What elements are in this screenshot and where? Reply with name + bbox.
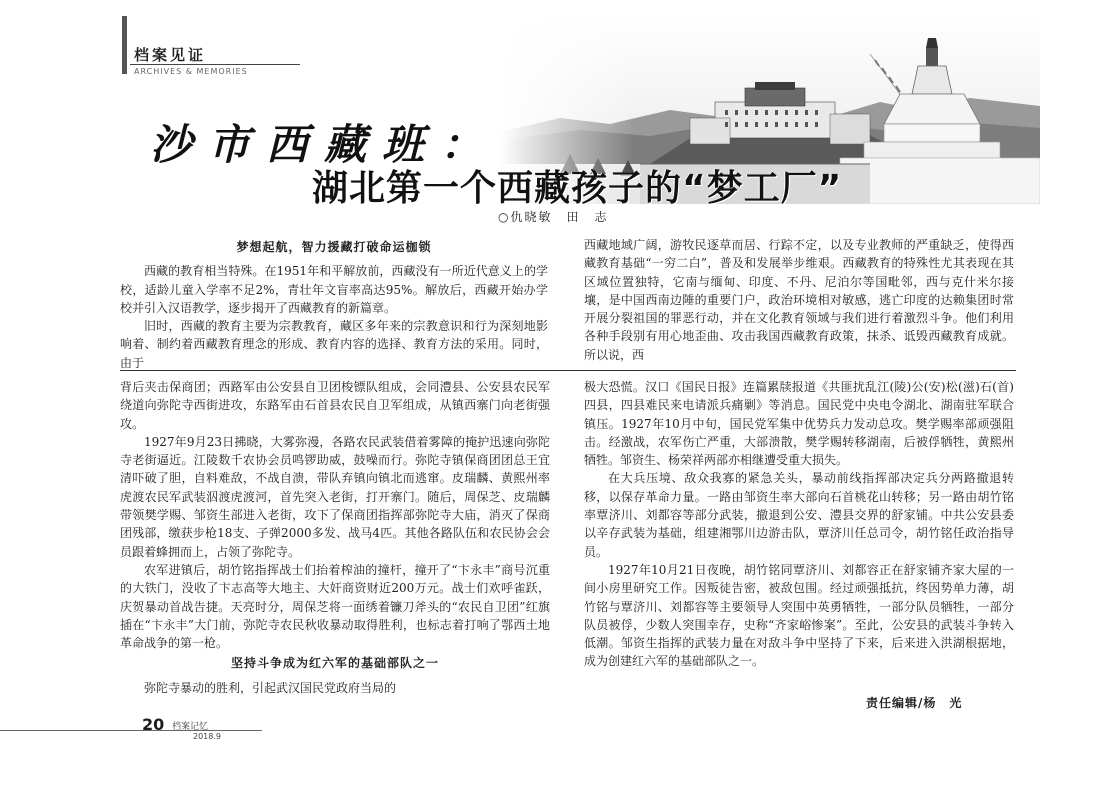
paragraph: 西藏的教育相当特殊。在1951年和平解放前，西藏没有一所近代意义上的学校，适龄儿童入学率不足2%，青壮年文盲率高达95%。解放后，西藏开始办学校并引入汉语教学，逐步揭开了西藏教育的新篇章。 [120,264,548,315]
section-accent-bar [122,16,127,74]
paragraph: 弥陀寺暴动的胜利，引起武汉国民党政府当局的 [144,680,397,695]
text-column-top-right [584,236,1014,364]
section-heading: 梦想起航，智力援藏打破命运枷锁 [236,240,432,254]
text-column-top-left [120,236,548,372]
section-rule [130,64,300,65]
paragraph: 旧时，西藏的教育主要为宗教教育，藏区多年来的宗教意识和行为深刻地影响着、制约着西藏教育理念的形成、教育内容的选择、教育方法的采用。同时，由于 [120,319,548,370]
paragraph: 背后夹击保商团；西路军由公安县自卫团梭镖队组成，会同澧县、公安县农民军绕道向弥陀寺西街进攻，东路军由石首县农民自卫军组成，从镇西寨门向老街强攻。 [120,380,550,431]
section-title: 档案见证 [134,46,207,64]
paragraph: 西藏地域广阔，游牧民逐草而居、行踪不定，以及专业教师的严重缺乏，使得西藏教育基础“一穷二白”，普及和发展举步维艰。西藏教育的特殊性尤其表现在其区域位置独特，它南与缅甸、印度、不丹、尼泊尔等国毗邻，西与克什米尔接壤，是中国西南边陲的重要门户，政治环境相对敏感，逃亡印度的达赖集团时常开展分裂祖国的罪恶行动，并在文化教育领域与我们进行着激烈斗争。他们利用各种手段别有用心地歪曲、攻击我国西藏教育政策，抹杀、诋毁西藏教育成就。所以说，西 [584,238,1014,362]
issue-date: 2018.9 [193,732,221,741]
paragraph: 极大恐慌。汉口《国民日报》连篇累牍报道《共匪扰乱江(陵)公(安)松(滋)石(首)四县，四县难民来电请派兵痛剿》等消息。国民党中央电令湖北、湖南驻军联合镇压。1927年10月中旬，国民党军集中优势兵力发动总攻。樊学赐率部顽强阻击。经激战，农军伤亡严重，大部溃散，樊学赐转移湖南，后被俘牺牲，黄熙州牺牲。邹资生、杨荣祥两部亦相继遭受重大损失。 [584,380,1014,468]
footer-rule [0,730,262,731]
section-subtitle: ARCHIVES & MEMORIES [134,67,248,76]
paragraph: 农军进镇后，胡竹铭指挥战士们抬着榨油的撞杆，撞开了“卞永丰”商号沉重的大铁门，没收了卞志高等大地主、大奸商资财近200万元。战士们欢呼雀跃，庆贺暴动首战告捷。天亮时分，周保芝将一面绣着镰刀斧头的“农民自卫团”红旗插在“卞永丰”大门前，弥陀寺农民秋收暴动取得胜利，也标志着打响了鄂西土地革命战争的第一枪。 [120,562,550,651]
responsible-editor: 责任编辑/杨 光 [866,696,963,710]
paragraph: 在大兵压境、敌众我寡的紧急关头，暴动前线指挥部决定兵分两路撤退转移，以保存革命力量。一路由邹资生率大部向石首桃花山转移；另一路由胡竹铭率覃济川、刘都容等部分武装，撤退到公安、澧县交界的舒家铺。中共公安县委以辛存武装为基础，组建湘鄂川边游击队，覃济川任总司令，胡竹铭任政治指导员。 [584,471,1014,559]
section-heading: 坚持斗争成为红六军的基础部队之一 [230,656,439,671]
article-title: 沙市西藏班： [150,120,499,169]
author-byline: ○仇晓敏 田 志 [498,210,609,224]
column-divider [120,370,1016,371]
text-column-bottom-right [584,378,1014,671]
page-number: 20 [142,715,165,734]
text-column-bottom-left [120,378,550,697]
paragraph: 1927年9月23日拂晓，大雾弥漫，各路农民武装借着雾障的掩护迅速向弥陀寺老街逼近。江陵数千农协会员鸣锣助威，鼓噪而行。弥陀寺镇保商团团总王宜清吓破了胆，自料难敌，不战自溃，带队弃镇向镇北而逃窜。皮瑞麟、黄熙州率虎渡农民军武装泅渡虎渡河，首先突入老街，打开寨门。随后，周保芝、皮瑞麟带领樊学赐、邹资生部进入老街，攻下了保商团指挥部弥陀寺大庙，消灭了保商团残部，缴获步枪18支、子弹2000多发、战马4匹。其他各路队伍和农民协会会员跟着蜂拥而上，占领了弥陀寺。 [120,434,550,559]
paragraph: 1927年10月21日夜晚，胡竹铭同覃济川、刘都容正在舒家铺齐家大屋的一间小房里研究工作。因叛徒告密，被敌包围。经过顽强抵抗，终因势单力薄，胡竹铭与覃济川、刘都容等主要领导人突围中英勇牺牲，一部分队员牺牲，一部分队员被俘，少数人突围幸存，史称“齐家峪惨案”。至此，公安县的武装斗争转入低潮。邹资生指挥的武装力量在对敌斗争中坚持了下来，后来进入洪湖根据地，成为创建红六军的基础部队之一。 [584,562,1014,669]
magazine-name: 档案记忆 [172,722,209,732]
article-subtitle: 湖北第一个西藏孩子的“梦工厂” [312,168,843,209]
